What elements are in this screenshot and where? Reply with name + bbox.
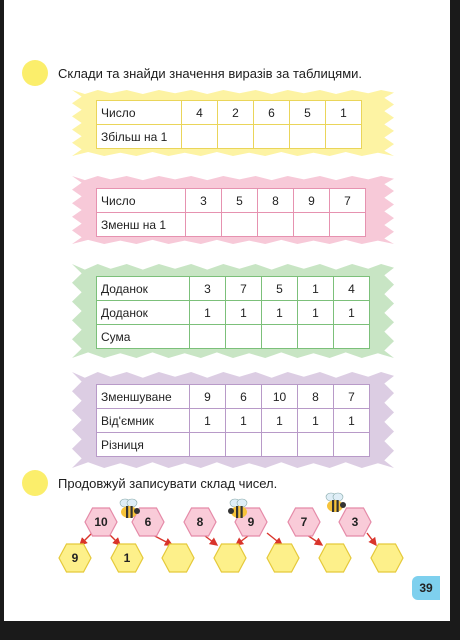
hex-value	[213, 543, 247, 573]
hex-value: 1	[123, 551, 131, 565]
table-cell: 7	[226, 277, 262, 301]
table-cell: 1	[190, 409, 226, 433]
hex-value	[161, 543, 195, 573]
bee-icon	[226, 498, 252, 520]
bee-icon	[116, 498, 142, 520]
table-cell: 5	[262, 277, 298, 301]
row-label: Доданок	[97, 301, 190, 325]
decomposition-arrows	[4, 0, 450, 621]
answer-hex[interactable]	[161, 543, 195, 573]
row-label: Число	[97, 101, 182, 125]
table-cell: 1	[326, 101, 362, 125]
table-cell: 1	[226, 409, 262, 433]
table-cell: 5	[222, 189, 258, 213]
answer-hex[interactable]	[370, 543, 404, 573]
row-label: Від'ємник	[97, 409, 190, 433]
task2-instruction: Продовжуй записувати склад чисел.	[58, 476, 278, 491]
number-hex	[183, 507, 217, 537]
task1-instruction: Склади та знайди значення виразів за таблицями.	[58, 66, 363, 81]
part-hex	[110, 543, 144, 573]
table-cell: 1	[262, 409, 298, 433]
table-cell: 1	[262, 301, 298, 325]
row-label: Зменш на 1	[97, 213, 186, 237]
table-cell: 3	[186, 189, 222, 213]
table-cell: 2	[218, 101, 254, 125]
table-cell: 1	[226, 301, 262, 325]
table-cell: 8	[298, 385, 334, 409]
table-cell: 9	[294, 189, 330, 213]
table-cell: 1	[190, 301, 226, 325]
table-cell: 1	[298, 301, 334, 325]
table-cell: 1	[298, 409, 334, 433]
table-cell: 8	[258, 189, 294, 213]
table-cell: 6	[254, 101, 290, 125]
answer-hex[interactable]	[266, 543, 300, 573]
hex-value: 7	[300, 515, 308, 529]
table-cell: 4	[334, 277, 370, 301]
hex-value: 6	[144, 515, 152, 529]
table-cell: 7	[334, 385, 370, 409]
workbook-page	[4, 0, 450, 621]
number-hex	[287, 507, 321, 537]
hex-value	[266, 543, 300, 573]
table-cell: 1	[334, 409, 370, 433]
hex-value: 3	[351, 515, 359, 529]
hex-value: 8	[196, 515, 204, 529]
hex-value	[318, 543, 352, 573]
page-number: 39	[412, 576, 440, 600]
row-label: Збільш на 1	[97, 125, 182, 149]
hex-value: 9	[71, 551, 79, 565]
table-cell: 5	[290, 101, 326, 125]
hex-value	[370, 543, 404, 573]
row-label: Зменшуване	[97, 385, 190, 409]
table-cell: 1	[298, 277, 334, 301]
number-hex	[84, 507, 118, 537]
row-label: Число	[97, 189, 186, 213]
hex-value: 10	[94, 515, 108, 529]
table-cell: 9	[190, 385, 226, 409]
table-cell: 10	[262, 385, 298, 409]
answer-hex[interactable]	[318, 543, 352, 573]
table-cell: 4	[182, 101, 218, 125]
table-cell: 1	[334, 301, 370, 325]
hex-value: 9	[247, 515, 255, 529]
table-cell: 3	[190, 277, 226, 301]
row-label: Доданок	[97, 277, 190, 301]
part-hex	[58, 543, 92, 573]
bee-icon	[322, 492, 348, 514]
row-label: Різниця	[97, 433, 190, 457]
row-label: Сума	[97, 325, 190, 349]
table-cell: 6	[226, 385, 262, 409]
answer-hex[interactable]	[213, 543, 247, 573]
table-cell: 7	[330, 189, 366, 213]
